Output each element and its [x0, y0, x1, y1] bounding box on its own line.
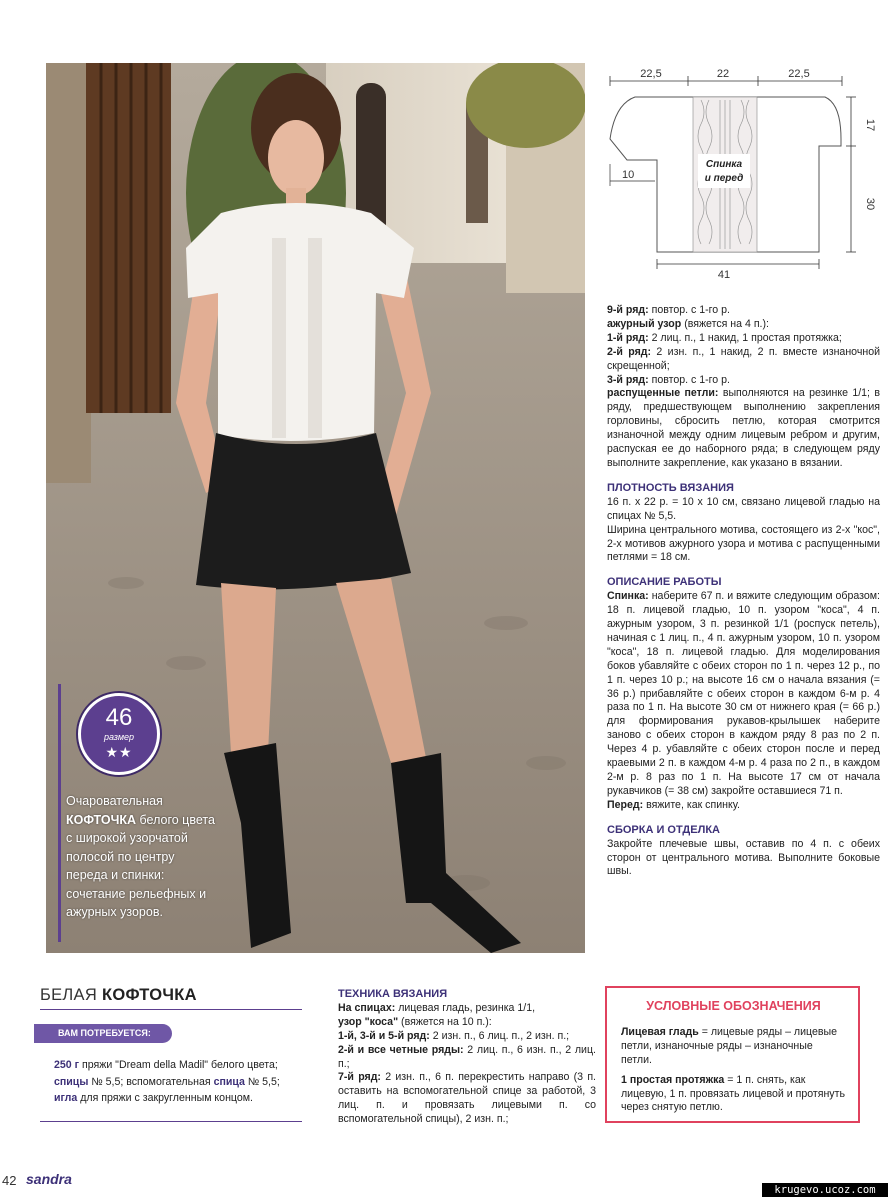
- lace-pattern: ажурный узор (вяжется на 4 п.):: [607, 317, 769, 330]
- tech-2: узор "коса" (вяжется на 10 п.):: [338, 1015, 492, 1028]
- size-number: 46: [105, 704, 133, 731]
- pattern-schematic: [605, 64, 880, 284]
- caption-bold: КОФТОЧКА: [66, 812, 137, 827]
- work-heading: ОПИСАНИЕ РАБОТЫ: [607, 576, 722, 589]
- article-title: [40, 986, 197, 1005]
- caption-accent-rule: [58, 684, 61, 942]
- bottom-rule: [40, 1121, 302, 1122]
- technique-heading: ТЕХНИКА ВЯЗАНИЯ: [338, 988, 448, 1000]
- dim-top-mid: 22: [716, 68, 730, 80]
- legend-heading: УСЛОВНЫЕ ОБОЗНАЧЕНИЯ: [646, 999, 821, 1013]
- tech-3: 1-й, 3-й и 5-й ряд: 2 изн. п., 6 лиц. п., 2 изн. п.;: [338, 1029, 570, 1042]
- magazine-brand: sandra: [26, 1171, 72, 1187]
- assembly-text: Закройте плечевые швы, оставив по 4 п. с обеих сторон от центрального мотива. Выполните боковые швы.: [607, 837, 880, 878]
- back-text: Спинка: наберите 67 п. и вяжите следующим образом: 18 п. лицевой гладью, 10 п. узором "коса", 4 п. ажурным узором, 3 п. резинкой 1/1 (роспуск петель), начиная с 1 лиц. п., 4 п. ажурным узором, 10 п. узором "коса", 18 п. лицевой гладью. Для моделирования боков убавляйте с обеих сторон по 1 п. через 12 р., по 1 п. через 10 р.; на высоте 16 см о начала вязания (= 36 р.) прибавляйте с обеих сторон в каждом 6-м р. 4 раза по 1 п. На высоте 30 см от нижнего края (= 66 р.) для формирования рукавов-крылышек наберите заново с обеих сторон в каждом ряду 8 раз по 2 п. Через 4 р. убавляйте с обеих сторон после и перед краевыми 2 п. в каждом 4-м р. 4 раза по 2 п., в каждом 2-м р. 8 раз по 1 п. На высоте 17 см от начала рукавчиков (= 38 см) закройте оставшиеся 71 п.: [607, 590, 880, 797]
- density-text-1: 16 п. х 22 р. = 10 х 10 см, связано лицевой гладью на спицах № 5,5.: [607, 495, 880, 522]
- site-watermark: krugevo.ucoz.com: [762, 1183, 888, 1197]
- legend-item-1: Лицевая гладь = лицевые ряды – лицевые петли, изнаночные ряды – изнаночные петли.: [621, 1025, 838, 1066]
- piece-label-1: Спинка: [705, 159, 743, 170]
- material-yarn: 250 г пряжи "Dream della Madil" белого цвета;: [54, 1059, 278, 1071]
- dim-right-top: 17: [864, 118, 876, 132]
- dim-right-mid: 30: [864, 197, 876, 211]
- caption-text: белого цвета с широкой узорчатой полосой по центру переда и спинки: сочетание рельефных и ажурных узоров.: [66, 812, 215, 919]
- title-plain: БЕЛАЯ: [40, 986, 98, 1004]
- dropped-stitches: распущенные петли: выполняются на резинке 1/1; в ряду, предшествующем выполнению закрепления горловины, сбросить петлю, которая смотрится изнаночной между одним лицевым ребром и другим, распуская ее до наборного ряда; в следующем ряду выполните закрепление, как указано в вязании.: [607, 387, 880, 469]
- caption-lead: Очаровательная: [66, 794, 163, 808]
- materials-label: ВАМ ПОТРЕБУЕТСЯ:: [34, 1024, 172, 1043]
- lace-row3: 3-й ряд: повтор. с 1-го р.: [607, 373, 730, 386]
- title-bold: КОФТОЧКА: [101, 986, 197, 1004]
- density-text-2: Ширина центрального мотива, состоящего из 2-х "кос", 2-х мотивов ажурного узора и мотива с распущенными петлями = 18 см.: [607, 523, 880, 564]
- row9: 9-й ряд: повтор. с 1-го р.: [607, 304, 730, 316]
- page-number: 42: [2, 1173, 17, 1188]
- material-needles: спицы № 5,5; вспомогательная спица № 5,5;: [54, 1075, 280, 1088]
- title-rule: [40, 1009, 302, 1010]
- piece-label-2: и перед: [704, 173, 744, 184]
- size-label: размер: [103, 732, 135, 742]
- density-heading: ПЛОТНОСТЬ ВЯЗАНИЯ: [607, 481, 734, 494]
- tech-5: 7-й ряд: 2 изн. п., 6 п. перекрестить направо (3 п. оставить на вспомогательной спице за работой, 3 лиц. п. и провязать лицевыми п. со вспомогательной спицы), 2 изн. п.;: [338, 1071, 597, 1126]
- dim-sleeve: 10: [622, 169, 635, 181]
- legend-item-2: 1 простая протяжка = 1 п. снять, как лицевую, 1 п. провязать лицевой и протянуть через снятую петлю.: [621, 1073, 845, 1114]
- dim-top-right: 22,5: [788, 68, 810, 80]
- size-badge: [78, 693, 160, 775]
- lace-row2: 2-й ряд: 2 изн. п., 1 накид, 2 п. вместе изнаночной скрещенной;: [607, 345, 881, 372]
- dim-bottom: 41: [717, 269, 731, 281]
- instructions-column: [607, 304, 880, 879]
- tech-1: На спицах: лицевая гладь, резинка 1/1,: [338, 1001, 536, 1014]
- assembly-heading: СБОРКА И ОТДЕЛКА: [607, 823, 720, 836]
- photo-caption: [66, 792, 216, 942]
- tech-4: 2-й и все четные ряды: 2 лиц. п., 6 изн. п., 2 лиц. п.;: [338, 1043, 596, 1070]
- legend-box: [605, 986, 860, 1123]
- materials-list: [54, 1057, 302, 1107]
- front-text: Перед: вяжите, как спинку.: [607, 798, 740, 811]
- material-needle: игла для пряжи с закругленным концом.: [54, 1092, 253, 1104]
- dim-top-left: 22,5: [640, 68, 662, 80]
- difficulty-stars: ★★: [105, 744, 133, 760]
- technique-column: [338, 988, 596, 1127]
- lace-row1: 1-й ряд: 2 лиц. п., 1 накид, 1 простая протяжка;: [607, 331, 842, 344]
